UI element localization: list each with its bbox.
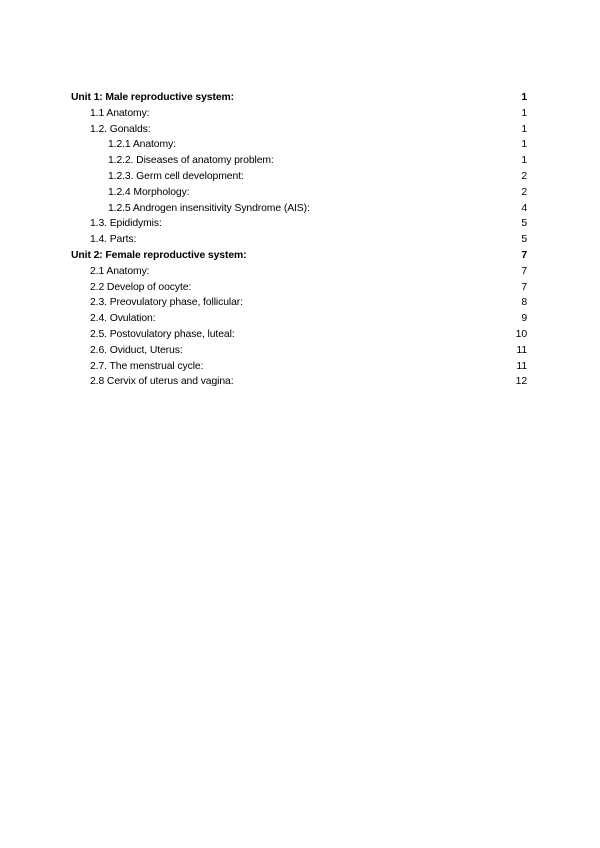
toc-entry-2-7[interactable] <box>71 359 527 375</box>
toc-entry-page: 4 <box>521 202 527 214</box>
toc-entry-label: 1.4. Parts: <box>90 234 137 246</box>
toc-entry-label: 2.2 Develop of oocyte: <box>90 281 192 293</box>
toc-entry-2-3[interactable] <box>71 295 527 311</box>
toc-entry-2-4[interactable] <box>71 311 527 327</box>
toc-entry-2-6[interactable] <box>71 343 527 359</box>
toc-entry-label: 1.1 Anatomy: <box>90 107 150 119</box>
toc-entry-label: 1.3. Epididymis: <box>90 218 162 230</box>
toc-entry-page: 10 <box>515 328 527 340</box>
toc-entry-1-2-3[interactable] <box>71 169 527 185</box>
toc-entry-label: 2.8 Cervix of uterus and vagina: <box>90 376 234 388</box>
toc-entry-label: 2.6. Oviduct, Uterus: <box>90 344 183 356</box>
toc-entry-1-2-2[interactable] <box>71 153 527 169</box>
toc-entry-page: 11 <box>516 344 527 356</box>
toc-entry-page: 11 <box>516 360 527 372</box>
toc-entry-page: 5 <box>521 218 527 230</box>
toc-entry-page: 7 <box>521 249 527 261</box>
toc-entry-label: 2.4. Ovulation: <box>90 313 156 325</box>
toc-entry-2-8[interactable] <box>71 374 527 390</box>
toc-entry-page: 7 <box>521 281 527 293</box>
toc-entry-page: 1 <box>521 92 527 103</box>
toc-entry-unit-1[interactable] <box>71 90 527 106</box>
toc-entry-label: 1.2.2. Diseases of anatomy problem: <box>108 155 274 167</box>
toc-entry-2-1[interactable] <box>71 264 527 280</box>
toc-entry-page: 9 <box>521 313 527 325</box>
toc-entry-1-2-5[interactable] <box>71 201 527 217</box>
toc-entry-1-3[interactable] <box>71 216 527 232</box>
table-of-contents <box>71 90 527 390</box>
toc-entry-2-2[interactable] <box>71 280 527 296</box>
toc-entry-1-2[interactable] <box>71 122 527 138</box>
toc-entry-label: 1.2.3. Germ cell development: <box>108 170 244 182</box>
toc-entry-label: 1.2. Gonalds: <box>90 123 151 135</box>
toc-entry-page: 8 <box>521 297 527 309</box>
toc-entry-label: Unit 1: Male reproductive system: <box>71 92 234 103</box>
toc-entry-page: 2 <box>521 186 527 198</box>
toc-entry-label: 2.1 Anatomy: <box>90 265 150 277</box>
toc-entry-1-2-1[interactable] <box>71 137 527 153</box>
toc-entry-label: 2.5. Postovulatory phase, luteal: <box>90 328 235 340</box>
toc-entry-1-4[interactable] <box>71 232 527 248</box>
toc-entry-label: 1.2.4 Morphology: <box>108 186 190 198</box>
toc-entry-1-2-4[interactable] <box>71 185 527 201</box>
toc-entry-page: 12 <box>515 376 527 388</box>
toc-entry-page: 1 <box>521 155 527 167</box>
toc-entry-label: 2.3. Preovulatory phase, follicular: <box>90 297 243 309</box>
toc-entry-label: 2.7. The menstrual cycle: <box>90 360 204 372</box>
toc-entry-label: 1.2.5 Androgen insensitivity Syndrome (AIS): <box>108 202 310 214</box>
toc-entry-unit-2[interactable] <box>71 248 527 264</box>
toc-entry-page: 1 <box>521 107 527 119</box>
toc-entry-2-5[interactable] <box>71 327 527 343</box>
toc-entry-page: 1 <box>521 139 527 151</box>
toc-entry-page: 7 <box>521 265 527 277</box>
toc-entry-label: Unit 2: Female reproductive system: <box>71 249 247 261</box>
toc-entry-label: 1.2.1 Anatomy: <box>108 139 176 151</box>
toc-entry-page: 1 <box>521 123 527 135</box>
toc-entry-1-1[interactable] <box>71 106 527 122</box>
toc-entry-page: 5 <box>521 234 527 246</box>
toc-entry-page: 2 <box>521 170 527 182</box>
